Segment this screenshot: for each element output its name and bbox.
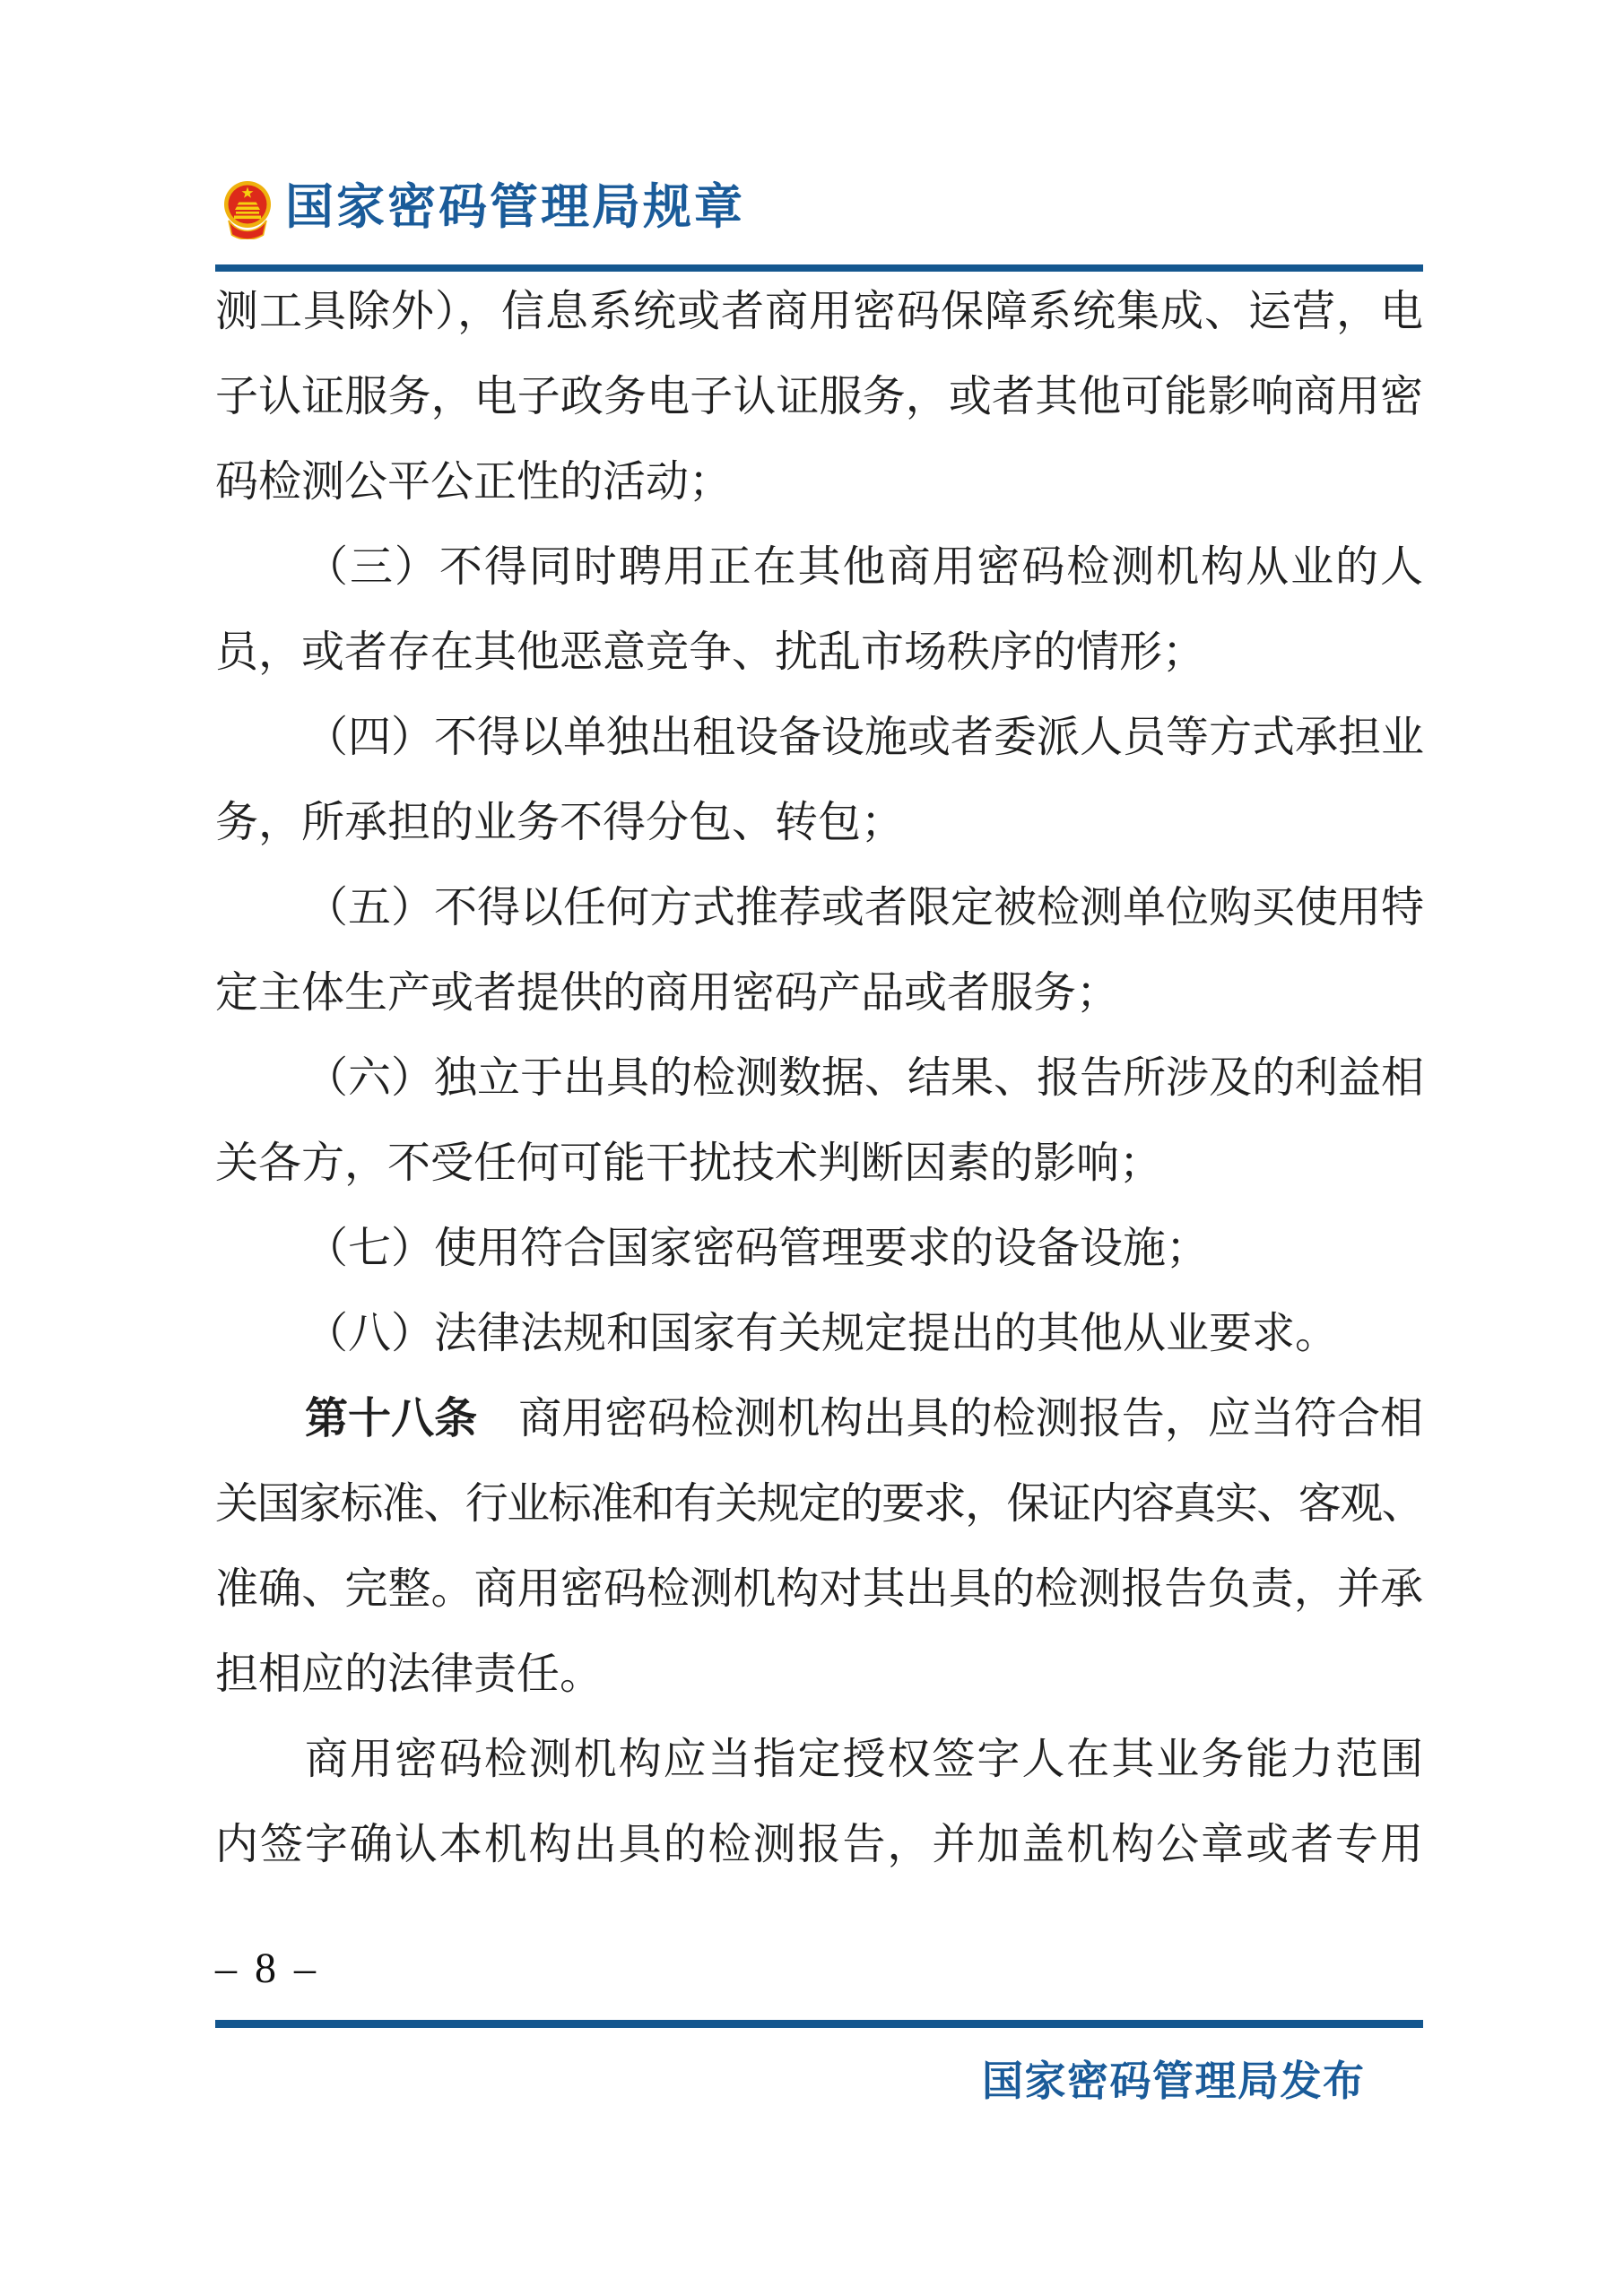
body-line-article-18 [215,1376,1423,1461]
body-line: 定主体生产或者提供的商用密码产品或者服务； [215,969,1120,1017]
article-number-label: 第十八条 [305,1395,478,1443]
page-title: 国家密码管理局规章 [285,180,745,234]
body-line: 测工具除外），信息系统或者商用密码保障系统集成、运营，电 [215,288,1423,335]
body-text-block [215,269,1423,1887]
body-line: （四）不得以单独出租设备设施或者委派人员等方式承担业 [305,714,1425,761]
body-line: 内签字确认本机构出具的检测报告，并加盖机构公章或者专用 [215,1821,1423,1868]
national-emblem-icon [223,178,272,239]
body-line: 务，所承担的业务不得分包、转包； [215,799,905,846]
body-line: 员，或者存在其他恶意竞争、扰乱市场秩序的情形； [215,628,1206,676]
body-line: 码检测公平公正性的活动； [215,458,733,506]
article-text: 商用密码检测机构出具的检测报告，应当符合相 [518,1395,1423,1443]
body-line: 关国家标准、行业标准和有关规定的要求，保证内容真实、客观、 [215,1480,1423,1528]
body-line: 商用密码检测机构应当指定授权签字人在其业务能力范围 [305,1736,1423,1783]
body-line: （三）不得同时聘用正在其他商用密码检测机构从业的人 [305,543,1423,591]
body-line: 准确、完整。商用密码检测机构对其出具的检测报告负责，并承 [215,1565,1423,1613]
body-line: 担相应的法律责任。 [215,1651,604,1698]
body-line: （八）法律法规和国家有关规定提出的其他从业要求。 [305,1310,1339,1357]
body-line: 关各方，不受任何可能干扰技术判断因素的影响； [215,1139,1163,1187]
body-line: （六）独立于出具的检测数据、结果、报告所涉及的利益相 [305,1054,1425,1102]
body-line: （五）不得以任何方式推荐或者限定被检测单位购买使用特 [305,884,1425,931]
body-line: （七）使用符合国家密码管理要求的设备设施； [305,1225,1210,1272]
footer-rule [215,2020,1423,2028]
page-number: – 8 – [215,1945,316,1992]
publisher-label: 国家密码管理局发布 [982,2058,1366,2104]
body-line: 子认证服务，电子政务电子认证服务，或者其他可能影响商用密 [215,373,1423,420]
